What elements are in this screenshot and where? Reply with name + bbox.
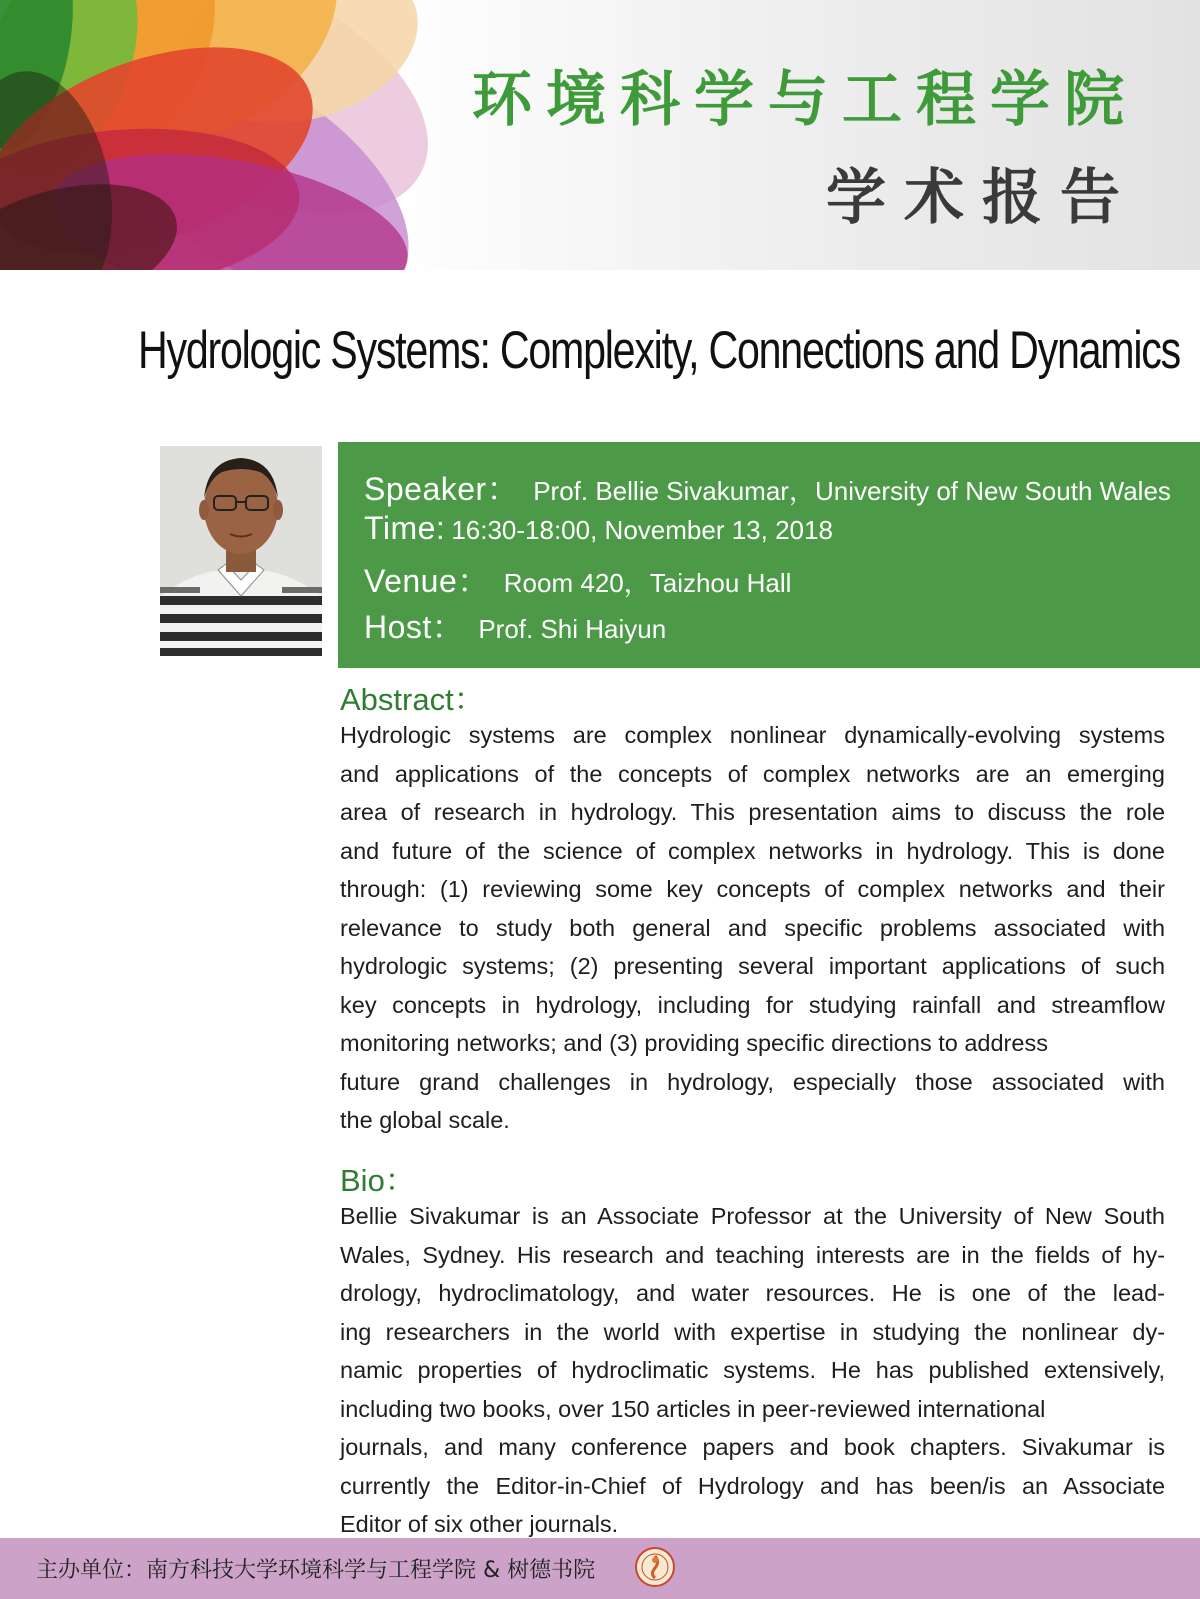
venue-row	[364, 556, 791, 602]
abstract-text	[340, 716, 1165, 1140]
abstract-line: key concepts in hydrology, including for studying rainfall and streamflow	[340, 991, 1166, 1018]
bio-line: ing researchers in the world with expertise in studying the nonlinear dy-	[340, 1318, 1166, 1345]
abstract-line: and applications of the concepts of complex networks are an emerging	[340, 760, 1165, 787]
speaker-label: Speaker：	[364, 471, 520, 507]
time-label: Time:	[364, 510, 446, 546]
host-value: Prof. Shi Haiyun	[478, 614, 667, 644]
abstract-line: through: (1) reviewing some key concepts of complex networks and their	[340, 876, 1165, 902]
college-seal-icon	[634, 1546, 676, 1588]
academic-report-title: 学术报告	[826, 163, 1138, 233]
host-row	[364, 602, 666, 648]
abstract-line: hydrologic systems; (2) presenting several important applications of such	[340, 953, 1166, 979]
speaker-photo	[160, 446, 322, 656]
bio-text	[340, 1197, 1165, 1544]
school-name-title: 环境科学与工程学院	[472, 65, 1138, 135]
venue-label: Venue：	[364, 563, 490, 599]
abstract-line: monitoring networks; and (3) providing specific directions to address	[340, 1030, 1048, 1056]
organizer-text: 主办单位：南方科技大学环境科学与工程学院 & 树德书院	[36, 1558, 596, 1583]
bio-heading: Bio：	[340, 1163, 416, 1198]
bio-line: Bellie Sivakumar is an Associate Professor at the University of New South	[340, 1203, 1165, 1229]
bio-line: currently the Editor-in-Chief of Hydrology and has been/is an Associate	[340, 1472, 1166, 1499]
speaker-row	[364, 464, 1171, 510]
bio-line: namic properties of hydroclimatic systems. He has published extensively,	[340, 1357, 1165, 1383]
abstract-line: relevance to study both general and specific problems associated with	[340, 914, 1166, 941]
header-banner	[0, 0, 1200, 270]
abstract-heading: Abstract：	[340, 682, 485, 717]
host-label: Host：	[364, 609, 465, 645]
abstract-line: future grand challenges in hydrology, especially those associated with	[340, 1068, 1165, 1095]
talk-info-box	[338, 442, 1200, 668]
abstract-line: Hydrologic systems are complex nonlinear dynamically-evolving systems	[340, 722, 1166, 748]
bio-line: Wales, Sydney. His research and teaching interests are in the fields of hy-	[340, 1241, 1166, 1268]
petal-logo-graphic	[0, 0, 460, 270]
time-row	[364, 510, 833, 547]
abstract-line: the global scale.	[340, 1107, 510, 1133]
venue-value: Room 420，Taizhou Hall	[503, 568, 792, 598]
bio-line: drology, hydroclimatology, and water resources. He is one of the lead-	[340, 1280, 1165, 1306]
bio-line: Editor of six other journals.	[340, 1511, 619, 1537]
bio-line: including two books, over 150 articles in peer-reviewed international	[340, 1395, 1046, 1422]
footer-bar	[0, 1538, 1200, 1599]
speaker-value: Prof. Bellie Sivakumar，University of New South Wales	[533, 476, 1171, 506]
speaker-portrait-image	[160, 446, 322, 656]
abstract-line: and future of the science of complex networks in hydrology. This is done	[340, 837, 1166, 864]
talk-title: Hydrologic Systems: Complexity, Connections and Dynamics	[138, 321, 1180, 380]
time-value: 16:30-18:00, November 13, 2018	[451, 515, 833, 545]
bio-line: journals, and many conference papers and book chapters. Sivakumar is	[340, 1434, 1165, 1460]
abstract-line: area of research in hydrology. This presentation aims to discuss the role	[340, 799, 1166, 825]
